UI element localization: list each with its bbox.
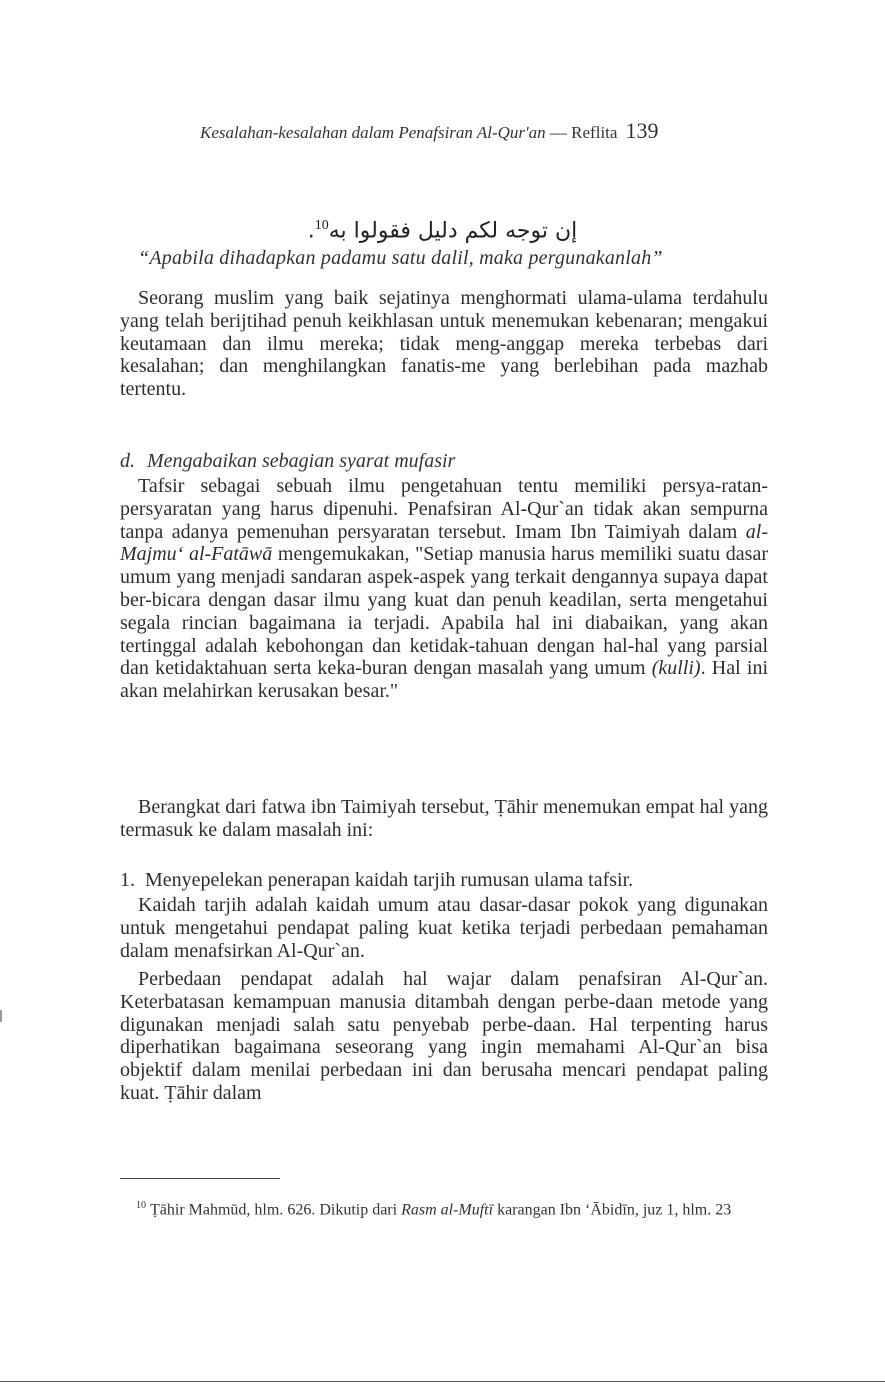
scan-bottom-edge [0,1381,885,1382]
footnote-ref: 10 [314,218,329,233]
paragraph-text [120,475,768,703]
header-title: Kesalahan-kesalahan dalam Penafsiran Al-Qur'an [200,123,546,142]
footnote-book: Rasm al-Muftī [401,1201,494,1219]
paragraph-text: Berangkat dari fatwa ibn Taimiyah tersebut, Ṭāhir menemukan empat hal yang termasuk ke dalam masalah ini: [120,796,768,841]
section-label: d. [120,450,135,472]
list-number: 1. [120,869,135,891]
scan-edge-mark [0,1010,2,1022]
header-author: Reflita [571,123,618,142]
paragraph-3 [120,796,768,842]
footnote-after: karangan Ibn ‘Ābidīn, juz 1, hlm. 23 [493,1201,732,1219]
paragraph-2 [120,475,768,703]
paragraph-4 [120,894,768,962]
book-title: al-Majmu‘ al-Fatāwā [120,520,768,566]
paragraph-2-part-1: Tafsir sebagai sebuah ilmu pengetahuan tentu memiliki persya-ratan-persyaratan yang harus dipenuhi. Penafsiran Al-Qur`an tidak akan sempurna tanpa adanya pemenuhan persyaratan tersebut. Imam Ibn Taimiyah dalam [120,475,768,543]
paragraph-text: Seorang muslim yang baik sejatinya menghormati ulama-ulama terdahulu yang telah berijtihad penuh keikhlasan untuk menemukan kebenaran; mengakui keutamaan dan ilmu mereka; tidak meng-anggap mereka terbebas dari kesalahan; dan menghilangkan fanatis-me yang berlebihan pada mazhab tertentu. [120,287,768,401]
arabic-text: إن توجه لكم دليل فقولوا به [328,218,578,244]
section-heading [120,450,455,473]
footnote-text [120,1195,768,1221]
term-kulli: (kulli) [651,657,701,680]
footnote-before: Ṭāhir Mahmūd, hlm. 626. Dikutip dari [150,1201,402,1219]
footnote-number: 10 [136,1200,146,1211]
quote-translation: “Apabila dihadapkan padamu satu dalil, maka pergunakanlah” [138,247,663,269]
list-item-1 [120,869,633,892]
paragraph-2-part-2: mengemukakan, "Setiap manusia harus memiliki suatu dasar umum yang menjadi sandaran aspek-aspek yang terkait dengannya supaya dapat ber-bicara dengan dasar ilmu yang kuat dan penuh keadilan, serta mengetahui segala rincian bagaimana ia terjadi. Apabila hal ini diabaikan, yang akan tertinggal adalah kebohongan dan ketidak-tahuan dengan hal-hal yang parsial dan ketidaktahuan serta keka-buran dengan masalah yang umum [120,543,768,680]
paragraph-2-part-3: . Hal ini akan melahirkan kerusakan besar." [120,657,769,703]
paragraph-text: Kaidah tarjih adalah kaidah umum atau dasar-dasar pokok yang digunakan untuk mengetahui pendapat paling kuat ketika terjadi perbedaan pemahaman dalam menafsirkan Al-Qur`an. [120,894,768,962]
paragraph-5 [120,968,768,1105]
footnote [120,1195,768,1221]
running-header [200,118,768,144]
page-number: 139 [625,118,659,143]
arabic-quote: إن توجه لكم دليل فقولوا به$^{10}$. [307,218,578,244]
list-text: Menyepelekan penerapan kaidah tarjih rumusan ulama tafsir. [145,869,634,891]
section-title: Mengabaikan sebagian syarat mufasir [147,450,456,472]
paragraph-1 [120,287,768,401]
header-separator: — [545,123,572,142]
footnote-divider [120,1178,280,1179]
paragraph-text: Perbedaan pendapat adalah hal wajar dalam penafsiran Al-Qur`an. Keterbatasan kemampuan manusia ditambah dengan perbe-daan metode yang digunakan menjadi salah satu penyebab perbe-daan. Hal terpenting harus diperhatikan bagaimana seseorang yang ingin memahami Al-Qur`an bisa objektif dalam menilai perbedaan ini dan berusaha mencari pendapat paling kuat. Ṭāhir dalam [120,968,768,1104]
